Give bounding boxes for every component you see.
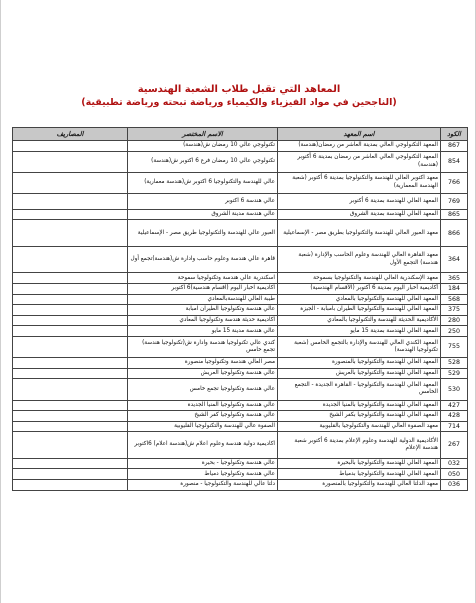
cell-short-name: اسكندرية عالي هندسة وتكنولوجيا سموحة xyxy=(128,273,278,284)
cell-institute-name: معهد العبور العالي للهندسة والتكنولوجيا بطريق مصر - الإسماعيلية xyxy=(278,220,441,247)
cell-short-name: دلتا عالي للهندسة والتكنولوجيا - منصورة xyxy=(128,480,278,491)
cell-short-name: عالي هندسة 6 اكتوبر xyxy=(128,193,278,209)
cell-short-name: عالي هندسة وتكنولوجيا تجمع خامس xyxy=(128,379,278,400)
table-row xyxy=(13,379,468,400)
cell-institute-name: المعهد العالي للهندسة والتكنولوجيا الطيران بامبابة - الجيزة xyxy=(278,305,441,316)
table-row xyxy=(13,458,468,469)
cell-short-name: تكنولوجي عالي 10 رمضان ش(هندسة) xyxy=(128,141,278,152)
cell-short-name: عالي هندسة وتكنولوجيا - بحيرة xyxy=(128,458,278,469)
cell-fees xyxy=(13,284,128,295)
cell-fees xyxy=(13,141,128,152)
cell-institute-name: المعهد العالي للهندسة بمدينة 6 أكتوبر xyxy=(278,193,441,209)
table-row xyxy=(13,220,468,247)
table-row xyxy=(13,172,468,193)
cell-code: 184 xyxy=(441,284,468,295)
cell-short-name: اكاديمية دولية هندسة وعلوم اعلام ش(هندسة اعلام) 6اكتوبر xyxy=(128,432,278,459)
cell-short-name: قاهرة عالي هندسة وعلوم حاسب وادارة ش(هندسة)تجمع أول xyxy=(128,246,278,273)
cell-institute-name: المعهد العالي للهندسة والتكنولوجيا بالمعادي xyxy=(278,294,441,305)
cell-fees xyxy=(13,294,128,305)
header-code: الكود xyxy=(441,128,468,141)
cell-fees xyxy=(13,400,128,411)
cell-short-name: مصر العالي هندسة وتكنولوجيا منصورة xyxy=(128,358,278,369)
cell-code: 530 xyxy=(441,379,468,400)
page-subtitle: (الناجحين في مواد الفيزياء والكيمياء ورياضة تبحته ورياضة تطبيقية) xyxy=(81,97,397,108)
header-short-name: الاسم المختصر xyxy=(128,128,278,141)
cell-fees xyxy=(13,151,128,172)
table-body xyxy=(13,141,468,491)
page-title: المعاهد التي تقبل طلاب الشعبة الهندسية xyxy=(137,84,341,95)
cell-code: 865 xyxy=(441,209,468,220)
cell-fees xyxy=(13,358,128,369)
cell-short-name: عالي هندسة وتكنولوجيا الطيران امبابة xyxy=(128,305,278,316)
table-row xyxy=(13,284,468,295)
table-row xyxy=(13,209,468,220)
cell-code: 364 xyxy=(441,246,468,273)
cell-fees xyxy=(13,469,128,480)
cell-short-name: الصفوة عالي للهندسة والتكنولوجيا القليوبية xyxy=(128,421,278,432)
cell-short-name: عالي هندسة مدينة 15 مايو xyxy=(128,326,278,337)
cell-code: 428 xyxy=(441,411,468,422)
cell-fees xyxy=(13,305,128,316)
cell-fees xyxy=(13,458,128,469)
cell-institute-name: المعهد العالي للهندسة والتكنولوجيا بالعريش xyxy=(278,368,441,379)
cell-code: 867 xyxy=(441,141,468,152)
cell-code: 365 xyxy=(441,273,468,284)
cell-institute-name: المعهد العالي للهندسة والتكنولوجيا بالبحيرة xyxy=(278,458,441,469)
cell-short-name: تكنولوجي عالي 10 رمضان فرع 6 اكتوبر ش(هندسة) xyxy=(128,151,278,172)
table-row xyxy=(13,305,468,316)
cell-short-name: عالي هندسة وتكنولوجيا دمياط xyxy=(128,469,278,480)
cell-code: 528 xyxy=(441,358,468,369)
title-block xyxy=(1,83,476,109)
cell-fees xyxy=(13,421,128,432)
cell-fees xyxy=(13,172,128,193)
header-institute-name: اسم المعهد xyxy=(278,128,441,141)
cell-fees xyxy=(13,480,128,491)
cell-institute-name: المعهد العالي للهندسة والتكنولوجيا بكفر الشيخ xyxy=(278,411,441,422)
table-row xyxy=(13,480,468,491)
table-row xyxy=(13,294,468,305)
table-row xyxy=(13,151,468,172)
cell-short-name: كندي عالي تكنولوجيا هندسة وادارة ش(تكنولوجيا هندسة) تجمع خامس xyxy=(128,337,278,358)
cell-code: 267 xyxy=(441,432,468,459)
cell-institute-name: المعهد العالي للهندسة بمدينة 15 مايو xyxy=(278,326,441,337)
cell-institute-name: المعهد العالي للهندسة والتكنولوجيا بالمنصورة xyxy=(278,358,441,369)
cell-institute-name: المعهد التكنولوجي العالي العاشر من رمضان بمدينة 6 أكتوبر (هندسة) xyxy=(278,151,441,172)
cell-code: 866 xyxy=(441,220,468,247)
cell-short-name: عالي هندسة وتكنولوجيا العريش xyxy=(128,368,278,379)
cell-code: 854 xyxy=(441,151,468,172)
table-row xyxy=(13,411,468,422)
cell-fees xyxy=(13,337,128,358)
cell-code: 036 xyxy=(441,480,468,491)
cell-fees xyxy=(13,193,128,209)
cell-fees xyxy=(13,315,128,326)
cell-short-name: عالي هندسة وتكنولوجيا المنيا الجديدة xyxy=(128,400,278,411)
cell-code: 766 xyxy=(441,172,468,193)
cell-institute-name: معهد الصفوة العالي للهندسة والتكنولوجيا بالقليوبية xyxy=(278,421,441,432)
cell-institute-name: المعهد العالي للهندسة بمدينة الشروق xyxy=(278,209,441,220)
cell-short-name: عالي هندسة وتكنولوجيا كفر الشيخ xyxy=(128,411,278,422)
cell-institute-name: معهد الإسكندرية العالي للهندسة والتكنولوجيا بسموحة xyxy=(278,273,441,284)
cell-fees xyxy=(13,273,128,284)
header-fees: المصاريف xyxy=(13,128,128,141)
cell-institute-name: أكاديمية أخبار اليوم بمدينة 6 أكتوبر (الأقسام الهندسية) xyxy=(278,284,441,295)
cell-fees xyxy=(13,209,128,220)
institutes-table xyxy=(12,127,468,491)
table-row xyxy=(13,400,468,411)
cell-code: 769 xyxy=(441,193,468,209)
table-row xyxy=(13,432,468,459)
table-row xyxy=(13,368,468,379)
cell-code: 375 xyxy=(441,305,468,316)
cell-institute-name: المعهد التكنولوجي العالي بمدينة العاشر من رمضان(هندسة) xyxy=(278,141,441,152)
cell-institute-name: الأكاديمية الحديثة للهندسة والتكنولوجيا بالمعادي xyxy=(278,315,441,326)
cell-code: 250 xyxy=(441,326,468,337)
table-row xyxy=(13,315,468,326)
table-row xyxy=(13,337,468,358)
table-row xyxy=(13,358,468,369)
cell-code: 529 xyxy=(441,368,468,379)
cell-code: 032 xyxy=(441,458,468,469)
cell-short-name: اكاديمية حديثة هندسة وتكنولوجيا المعادي xyxy=(128,315,278,326)
table-header-row xyxy=(13,128,468,141)
cell-code: 714 xyxy=(441,421,468,432)
cell-short-name: العبور عالي للهندسة والتكنولوجيا طريق مصر - الإسماعيلية xyxy=(128,220,278,247)
table-row xyxy=(13,141,468,152)
cell-code: 427 xyxy=(441,400,468,411)
cell-institute-name: الأكاديمية الدولية للهندسة وعلوم الإعلام بمدينة 6 أكتوبر شعبة هندسة الإعلام xyxy=(278,432,441,459)
cell-fees xyxy=(13,220,128,247)
cell-code: 755 xyxy=(441,337,468,358)
table-row xyxy=(13,246,468,273)
cell-short-name: عالي للهندسة والتكنولوجيا 6 اكتوبر ش(هندسة معمارية) xyxy=(128,172,278,193)
cell-short-name: اكاديمية اخبار اليوم (اقسام هندسية)6 اكتوبر xyxy=(128,284,278,295)
cell-short-name: عالي هندسة مدينة الشروق xyxy=(128,209,278,220)
cell-institute-name: المعهد العالي للهندسة والتكنولوجيا بدمياط xyxy=(278,469,441,480)
cell-code: 280 xyxy=(441,315,468,326)
cell-institute-name: المعهد الكندي العالي للهندسة والإدارة بالتجمع الخامس (شعبة تكنولوجيا الهندسة) xyxy=(278,337,441,358)
cell-institute-name: المعهد العالي للهندسة والتكنولوجيا بالمنيا الجديدة xyxy=(278,400,441,411)
cell-institute-name: معهد اكتوبر العالي للهندسة والتكنولوجيا بمدينة 6 أكتوبر (شعبة الهندسة المعمارية) xyxy=(278,172,441,193)
cell-code: 568 xyxy=(441,294,468,305)
cell-institute-name: معهد القاهرة العالي للهندسة وعلوم الحاسب والإدارة (شعبة هندسة) التجمع الأول xyxy=(278,246,441,273)
table-row xyxy=(13,273,468,284)
cell-fees xyxy=(13,368,128,379)
table-row xyxy=(13,421,468,432)
cell-institute-name: معهد الدلتا العالي للهندسة والتكنولوجيا بالمنصورة xyxy=(278,480,441,491)
cell-institute-name: المعهد العالي للهندسة والتكنولوجيا - القاهرة الجديدة - التجمع الخامس xyxy=(278,379,441,400)
cell-fees xyxy=(13,432,128,459)
table-row xyxy=(13,469,468,480)
cell-fees xyxy=(13,411,128,422)
table-row xyxy=(13,326,468,337)
cell-short-name: طيبة العالي للهندسةبالمعادي xyxy=(128,294,278,305)
cell-fees xyxy=(13,326,128,337)
cell-code: 050 xyxy=(441,469,468,480)
cell-fees xyxy=(13,246,128,273)
table-row xyxy=(13,193,468,209)
cell-fees xyxy=(13,379,128,400)
